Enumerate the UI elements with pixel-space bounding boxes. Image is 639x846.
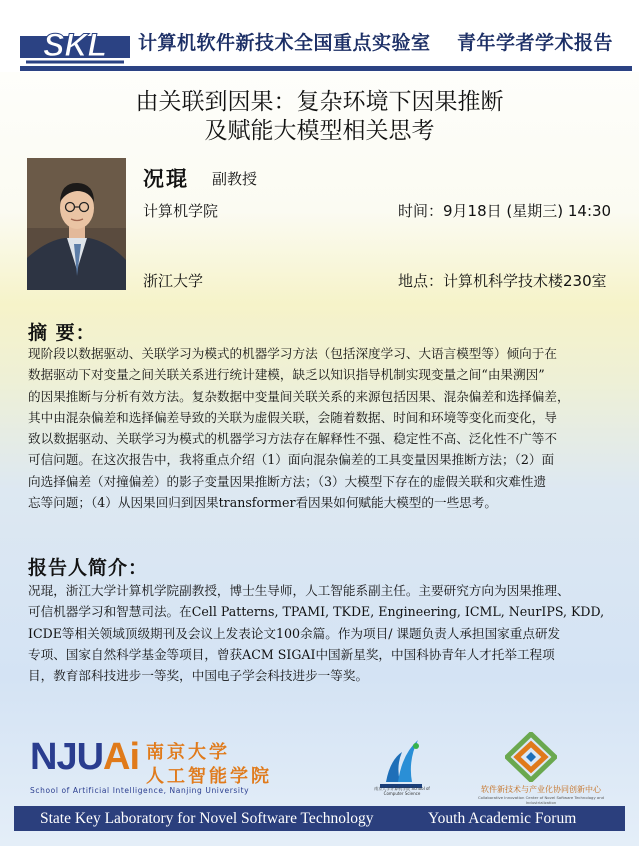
abstract-line: 其中由混杂偏差和选择偏差导致的关联为虚假关联，会随着数据、时间和环境等变化而变化，导 xyxy=(28,409,557,425)
footer-forum-name: Youth Academic Forum xyxy=(428,810,577,827)
speaker-photo xyxy=(27,158,126,290)
header xyxy=(0,0,639,72)
bio-heading: 报告人简介： xyxy=(28,557,149,579)
bio-line: 可信机器学习和智慧司法。在Cell Patterns, TPAMI, TKDE, Engineering, ICML, NeurIPS, KDD, xyxy=(28,604,605,620)
speaker-school: 计算机学院 xyxy=(143,202,219,220)
cs-school-text: 南京大学计算机学院 School of Computer Science xyxy=(374,786,430,796)
cic-logo xyxy=(505,732,557,782)
njuai-cn-line-2: 人工智能学院 xyxy=(146,766,272,787)
speaker-university: 浙江大学 xyxy=(143,272,204,290)
njuai-logo xyxy=(26,732,326,802)
series-name: 青年学者学术报告 xyxy=(457,32,614,54)
bio-line: 目，教育部科技进步一等奖，中国电子学会科技进步一等奖。 xyxy=(28,668,369,684)
bio-line: 专项、国家自然科学基金等项目，曾获ACM SIGAI中国新星奖，中国科协青年人才托举工程项 xyxy=(28,646,555,662)
bio-text xyxy=(28,580,616,686)
abstract-text xyxy=(28,343,616,513)
talk-title xyxy=(0,88,639,146)
abstract-line: 忘等问题；（4）从因果回归到因果transformer看因果如何赋能大模型的一些思考。 xyxy=(28,495,497,511)
footer-bar xyxy=(14,806,625,831)
event-location: 地点：计算机科学技术楼230室 xyxy=(398,272,607,290)
skl-logo xyxy=(20,28,130,68)
abstract-line: 数据驱动下对变量之间关联关系进行统计建模，缺乏以知识指导机制实现变量之间“由果溯因” xyxy=(28,367,545,383)
footer-lab-name: State Key Laboratory for Novel Software Technology xyxy=(40,810,374,827)
event-time: 时间：9月18日 (星期三) 14:30 xyxy=(398,202,612,220)
njuai-mark: NJUAi xyxy=(30,736,140,778)
abstract-line: 向选择偏差（对撞偏差）的影子变量因果推断方法；（3）大模型下存在的虚假关联和灾难性遗 xyxy=(28,473,547,489)
abstract-line: 可信问题。在这次报告中，我将重点介绍（1）面向混杂偏差的工具变量因果推断方法；（2）面 xyxy=(28,452,555,468)
njuai-cn-line-1: 南京大学 xyxy=(146,742,230,763)
speaker-name: 况琨 xyxy=(143,166,189,191)
speaker-rank: 副教授 xyxy=(212,170,258,188)
bio-line: 况琨，浙江大学计算机学院副教授，博士生导师，人工智能系副主任。主要研究方向为因果推理、 xyxy=(28,583,570,598)
talk-title-line-1: 由关联到因果：复杂环境下因果推断 xyxy=(135,89,504,115)
cic-cn: 软件新技术与产业化协同创新中心 xyxy=(481,785,601,794)
header-rule xyxy=(20,66,632,71)
abstract-line: 致以数据驱动、关联学习为模式的机器学习方法存在解释性不强、稳定性不高、泛化性不广等不 xyxy=(28,431,557,447)
abstract-line: 现阶段以数据驱动、关联学习为模式的机器学习方法（包括深度学习、大语言模型等）倾向于在 xyxy=(28,346,557,361)
skl-logo-text: SKL xyxy=(43,28,107,63)
bio-line: ICDE等相关领域顶级期刊及会议上发表论文100余篇。作为项目/ 课题负责人承担国家重点研发 xyxy=(28,625,561,641)
talk-title-line-2: 及赋能大模型相关思考 xyxy=(204,118,435,144)
njuai-en: School of Artificial Intelligence, Nanjing University xyxy=(30,786,250,795)
abstract-line: 的因果推断与分析有效方法。复杂数据中变量间关联关系的来源包括因果、混杂偏差和选择偏差， xyxy=(28,388,570,404)
cic-en: Collaborative Innovation Center of Novel Software Technology and Industrialization xyxy=(477,795,605,805)
abstract-heading: 摘 要： xyxy=(28,322,96,344)
lab-name: 计算机软件新技术全国重点实验室 xyxy=(138,32,431,54)
